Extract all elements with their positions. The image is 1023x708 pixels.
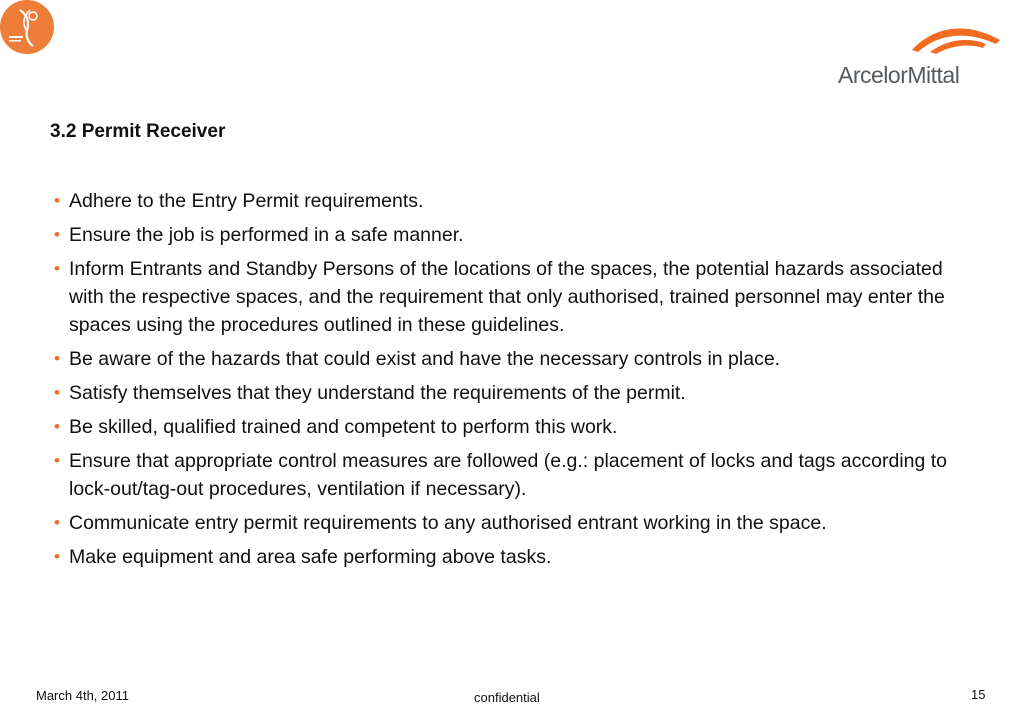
list-item — [50, 379, 970, 407]
bullet-marker: • — [54, 349, 60, 368]
orange-arc-swoosh-icon — [834, 18, 1004, 62]
list-item — [50, 413, 970, 441]
list-item-text: Be skilled, qualified trained and competent to perform this work. — [69, 416, 618, 438]
bullet-marker: • — [54, 259, 60, 278]
bullet-list — [50, 187, 970, 577]
logo-wordmark: ArcelorMittal — [838, 62, 960, 88]
bullet-marker: • — [54, 513, 60, 532]
list-item — [50, 187, 970, 215]
bullet-marker: • — [54, 383, 60, 402]
arcelormittal-logo — [834, 18, 1004, 90]
list-item-text: Inform Entrants and Standby Persons of the locations of the spaces, the potential hazards associated with the respective spaces, and the requirement that only authorised, trained personnel may enter the spaces using the procedures outlined in these guidelines. — [69, 258, 945, 336]
list-item — [50, 255, 970, 339]
bullet-marker: • — [54, 417, 60, 436]
list-item — [50, 345, 970, 373]
footer-date: March 4th, 2011 — [36, 688, 129, 703]
list-item-text: Ensure that appropriate control measures are followed (e.g.: placement of locks and tags according to lock-out/tag-out procedures, ventilation if necessary). — [69, 450, 947, 500]
emblem-badge-icon — [0, 0, 56, 56]
list-item — [50, 509, 970, 537]
list-item-text: Adhere to the Entry Permit requirements. — [69, 190, 424, 212]
list-item — [50, 447, 970, 503]
list-item-text: Communicate entry permit requirements to any authorised entrant working in the space. — [69, 512, 827, 534]
footer-classification: confidential — [474, 690, 540, 705]
list-item — [50, 543, 970, 571]
list-item-text: Be aware of the hazards that could exist and have the necessary controls in place. — [69, 348, 781, 370]
bullet-marker: • — [54, 451, 60, 470]
list-item-text: Ensure the job is performed in a safe manner. — [69, 224, 464, 246]
section-heading: 3.2 Permit Receiver — [50, 121, 226, 142]
page-number: 15 — [971, 687, 986, 702]
bullet-marker: • — [54, 547, 60, 566]
list-item — [50, 221, 970, 249]
list-item-text: Make equipment and area safe performing above tasks. — [69, 546, 552, 568]
bullet-marker: • — [54, 191, 60, 210]
bullet-marker: • — [54, 225, 60, 244]
list-item-text: Satisfy themselves that they understand the requirements of the permit. — [69, 382, 686, 404]
